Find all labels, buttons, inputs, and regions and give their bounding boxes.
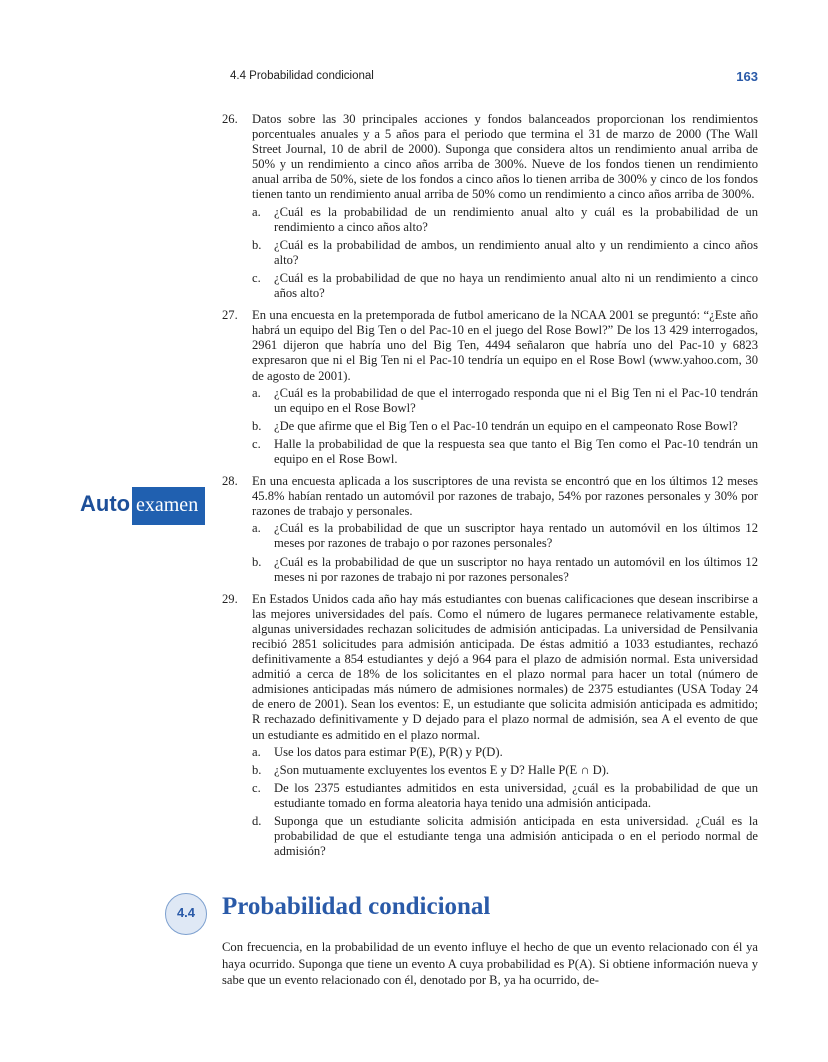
subquestion-letter: c. [252,436,261,451]
subquestion-letter: a. [252,385,261,400]
subquestion-letter: a. [252,204,261,219]
header-section-title: 4.4 Probabilidad condicional [230,70,374,82]
section-number-badge [165,893,207,935]
autoexamen-examen-text: examen [136,494,199,516]
exercise-number: 28. [222,474,238,489]
subquestion-letter: b. [252,237,262,252]
subquestion [252,386,758,416]
exercise-text: En Estados Unidos cada año hay más estudiantes con buenas calificaciones que desean inscribirse a las mejores universidades del país. Como el número de lugares permanece relativamente estable, algunas universidades rechazan solicitudes de admisión anticipadas. La universidad de Pensilvania recibió 2851 solicitudes para admisión anticipada. De éstas admitió a 1033 estudiantes, rechazó definitivamente a 854 estudiantes y dejó a 964 para el plazo de admisión normal. Esta universidad admitió a cerca de 18% de los solicitantes en el plazo normal para hacer un total (número de admisiones anticipadas más número de admisiones normales) de 2375 estudiantes (USA Today 24 de enero de 2001). Sean los eventos: E, un estudiante que solicita admisión anticipada es admitido; R rechazado definitivamente y D dejado para el plazo normal de admisión, sea A el evento de que un estudiante es admitido en el plazo normal. [252,591,758,742]
subquestion-letter: c. [252,270,261,285]
exercise-text: En una encuesta aplicada a los suscriptores de una revista se encontró que en los últimos 12 meses 45.8% habían rentado un automóvil por razones de trabajo, 54% por razones personales y 30% por razones de trabajo y personales. [252,474,758,519]
subquestion-text: Suponga que un estudiante solicita admisión anticipada en esta universidad. ¿Cuál es la probabilidad de que el estudiante tenga una admisión anticipada o en el periodo normal de admisión? [274,814,758,859]
subquestion-text: ¿Cuál es la probabilidad de que un suscriptor haya rentado un automóvil en los últimos 12 meses por razones de trabajo o por razones personales? [274,521,758,551]
subquestion-text: ¿Son mutuamente excluyentes los eventos E y D? Halle P(E ∩ D). [274,762,610,777]
subquestion-letter: a. [252,744,261,759]
exercise-26 [222,112,758,301]
subquestion [252,555,758,585]
exercise-28 [222,474,758,585]
subquestion-text: Use los datos para estimar P(E), P(R) y P(D). [274,744,503,759]
subquestion-text: ¿De que afirme que el Big Ten o el Pac-10 tendrán un equipo en el campeonato Rose Bowl? [274,418,738,433]
subquestion-letter: b. [252,418,262,433]
subquestion-text: ¿Cuál es la probabilidad de un rendimiento anual alto y cuál es la probabilidad de un rendimiento a cinco años alto? [274,204,758,234]
subquestion-letter: b. [252,554,262,569]
subquestion-text: ¿Cuál es la probabilidad de que no haya un rendimiento anual alto ni un rendimiento a cinco años alto? [274,270,758,301]
subquestion [252,437,758,467]
exercise-29 [222,592,758,860]
exercise-subquestions [252,205,758,302]
exercise-number: 26. [222,112,238,126]
subquestion [252,419,758,434]
subquestion-text: Halle la probabilidad de que la respuesta sea que tanto el Big Ten como el Pac-10 tendrán un equipo en el Rose Bowl. [274,436,758,466]
autoexamen-box [132,487,205,525]
page-number: 163 [736,69,758,84]
exercise-subquestions [252,745,758,860]
subquestion-text: ¿Cuál es la probabilidad de ambos, un rendimiento anual alto y un rendimiento a cinco años alto? [274,237,758,267]
subquestion-letter: a. [252,521,261,536]
exercise-text: Datos sobre las 30 principales acciones y fondos balanceados proporcionan los rendimientos porcentuales anuales y a 5 años para el periodo que termina el 31 de marzo de 2000 (The Wall Street Journal, 10 de abril de 2000). Suponga que considera altos un rendimiento anual arriba de 50% y un rendimiento a cinco años arriba de 300%. Nueve de los fondos tienen un rendimiento anual arriba de 50%, siete de los fondos a cinco años lo tienen arriba de 300% y cinco de los fondos tienen tanto un rendimiento anual arriba de 50% como un rendimiento a cinco años arriba de 300%. [252,112,758,202]
section-intro-paragraph: Con frecuencia, en la probabilidad de un evento influye el hecho de que un evento relacionado con él ya haya ocurrido. Suponga que tiene un evento A cuya probabilidad es P(A). Si obtiene información nueva y sabe que un evento relacionado con él, denotado por B, ya ha ocurrido, de- [222,940,758,988]
subquestion-text: ¿Cuál es la probabilidad de que un suscriptor no haya rentado un automóvil en los últimos 12 meses ni por razones de trabajo ni por razones personales? [274,554,758,584]
exercise-list [222,112,758,866]
section-number: 4.4 [176,905,196,920]
subquestion [252,521,758,551]
autoexamen-auto-text: Auto [80,491,131,516]
subquestion-text: ¿Cuál es la probabilidad de que el interrogado responda que ni el Big Ten ni el Pac-10 tendrán un equipo en el Rose Bowl? [274,385,758,415]
subquestion [252,814,758,859]
subquestion-letter: d. [252,814,262,829]
exercise-subquestions [252,386,758,467]
exercise-number: 29. [222,591,238,606]
subquestion-letter: b. [252,762,262,777]
subquestion-letter: c. [252,780,261,795]
exercise-subquestions [252,521,758,584]
subquestion [252,205,758,235]
exercise-27 [222,308,758,467]
subquestion-text: De los 2375 estudiantes admitidos en esta universidad, ¿cuál es la probabilidad de que un estudiante tomado en forma aleatoria haya tenido una admisión anticipada. [274,780,758,810]
autoexamen-label [80,487,205,525]
running-header [230,70,758,86]
subquestion [252,781,758,811]
subquestion [252,763,758,778]
section-title: Probabilidad condicional [222,893,491,920]
subquestion [252,745,758,760]
subquestion [252,271,758,301]
exercise-text: En una encuesta en la pretemporada de futbol americano de la NCAA 2001 se preguntó: “¿Este año habrá un equipo del Big Ten o del Pac-10 en el juego del Rose Bowl?” De los 13 429 interrogados, 2961 dijeron que habría uno del Big Ten, 4494 señalaron que habría uno del Pac-10 y 6823 expresaron que ni el Big Ten ni el Pac-10 tendría un equipo en el Rose Bowl (www.yahoo.com, 30 de agosto de 2001). [252,308,758,383]
subquestion [252,238,758,268]
exercise-number: 27. [222,308,238,323]
